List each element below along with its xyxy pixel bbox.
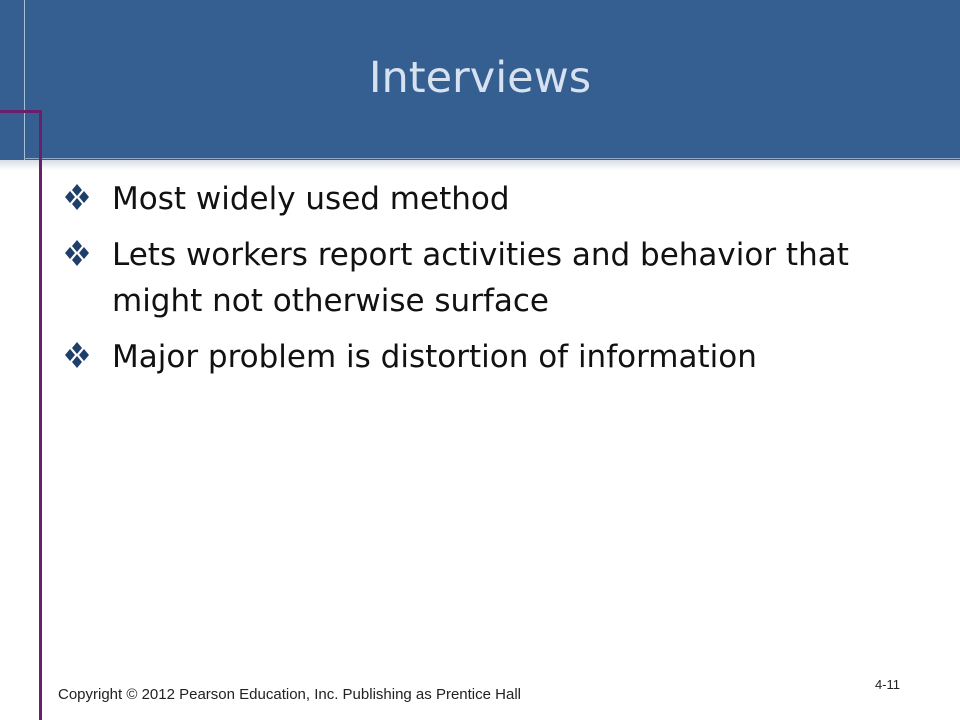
four-diamond-icon xyxy=(62,238,94,272)
bullet-item xyxy=(62,334,922,380)
page-number: 4-11 xyxy=(874,677,900,692)
header-divider-horizontal xyxy=(24,158,960,159)
copyright-footer: Copyright © 2012 Pearson Education, Inc. Publishing as Prentice Hall xyxy=(58,686,521,703)
bullet-list xyxy=(62,176,922,390)
four-diamond-icon xyxy=(62,340,94,374)
bullet-text: Most widely used method xyxy=(112,181,510,217)
bullet-text: Lets workers report activities and behavior that might not otherwise surface xyxy=(112,237,849,319)
slide-title: Interviews xyxy=(368,53,592,103)
bullet-text: Major problem is distortion of information xyxy=(112,339,757,375)
header-shadow xyxy=(0,160,960,170)
four-diamond-icon xyxy=(62,182,94,216)
accent-line-top xyxy=(0,110,42,113)
bullet-item xyxy=(62,176,922,222)
bullet-item xyxy=(62,232,922,324)
accent-line-left xyxy=(39,110,42,720)
